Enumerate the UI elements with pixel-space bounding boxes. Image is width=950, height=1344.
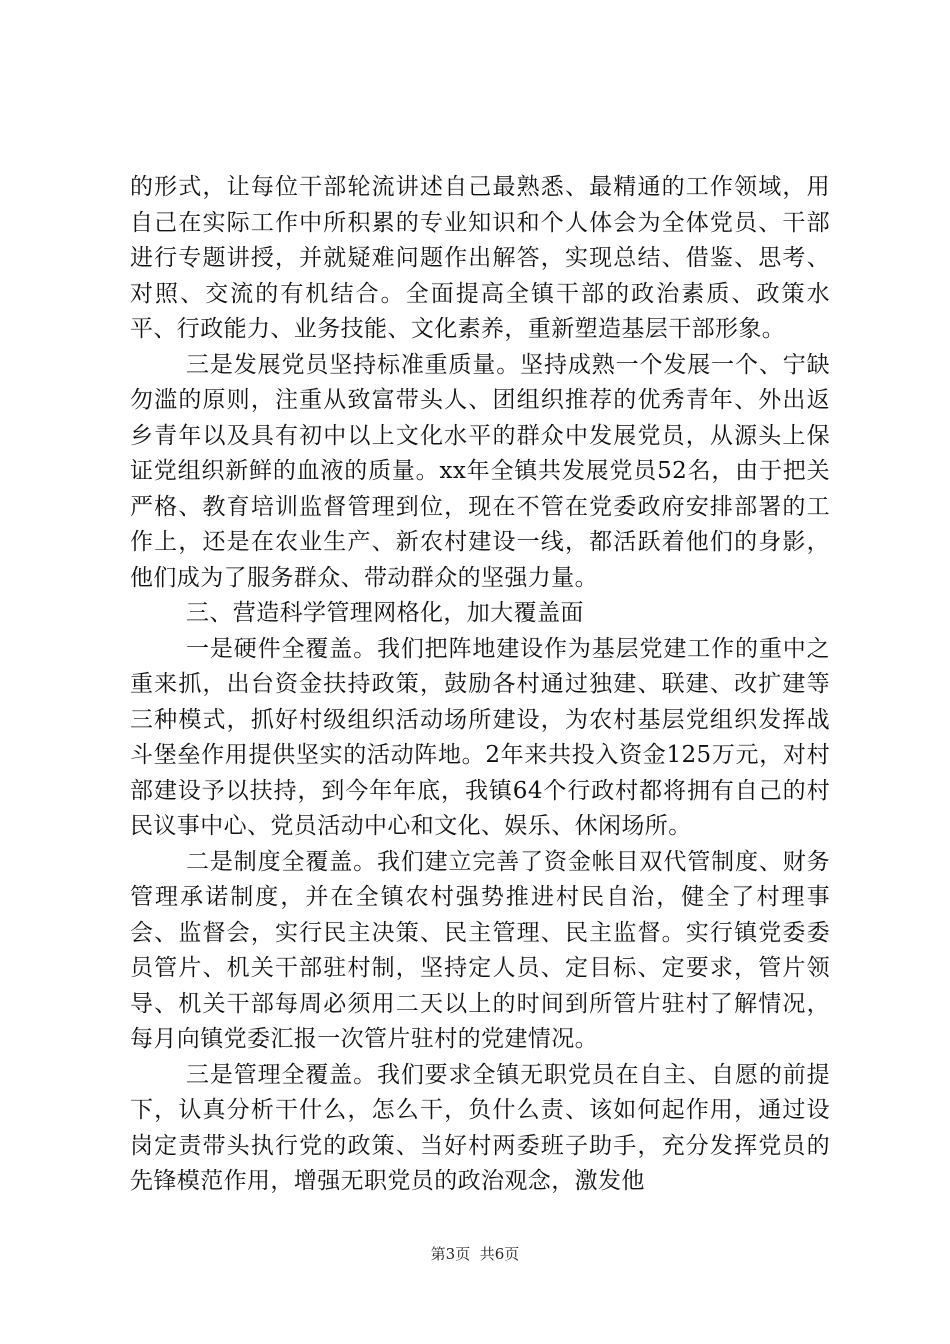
page-total: 共6页 xyxy=(479,1245,520,1263)
paragraph-5: 二是制度全覆盖。我们建立完善了资金帐目双代管制度、财务管理承诺制度，并在全镇农村强势推进村民自治，健全了村理事会、监督会，实行民主决策、民主管理、民主监督。实行镇党委委员管片、机关干部驻村制，坚持定人员、定目标、定要求，管片领导、机关干部每周必须用二天以上的时间到所管片驻村了解情况，每月向镇党委汇报一次管片驻村的党建情况。 xyxy=(130,848,830,1052)
paragraph-2: 三是发展党员坚持标准重质量。坚持成熟一个发展一个、宁缺勿滥的原则，注重从致富带头人、团组织推荐的优秀青年、外出返乡青年以及具有初中以上文化水平的群众中发展党员，从源头上保证党组织新鲜的血液的质量。xx年全镇共发展党员52名，由于把关严格、教育培训监督管理到位，现在不管在党委政府安排部署的工作上，还是在农业生产、新农村建设一线，都活跃着他们的身影，他们成为了服务群众、带动群众的坚强力量。 xyxy=(130,351,830,591)
paragraph-4: 一是硬件全覆盖。我们把阵地建设作为基层党建工作的重中之重来抓，出台资金扶持政策，鼓励各村通过独建、联建、改扩建等三种模式，抓好村级组织活动场所建设，为农村基层党组织发挥战斗堡垒作用提供坚实的活动阵地。2年来共投入资金125万元，对村部建设予以扶持，到今年年底，我镇64个行政村都将拥有自己的村民议事中心、党员活动中心和文化、娱乐、休闲场所。 xyxy=(130,635,830,839)
page-footer xyxy=(0,1243,950,1264)
paragraph-6: 三是管理全覆盖。我们要求全镇无职党员在自主、自愿的前提下，认真分析干什么，怎么干，负什么责、该如何起作用，通过设岗定责带头执行党的政策、当好村两委班子助手，充分发挥党员的先锋模范作用，增强无职党员的政治观念，激发他 xyxy=(130,1061,830,1194)
paragraph-1: 的形式，让每位干部轮流讲述自己最熟悉、最精通的工作领域，用自己在实际工作中所积累的专业知识和个人体会为全体党员、干部进行专题讲授，并就疑难问题作出解答，实现总结、借鉴、思考、对照、交流的有机结合。全面提高全镇干部的政治素质、政策水平、行政能力、业务技能、文化素养，重新塑造基层干部形象。 xyxy=(130,174,830,342)
document-body xyxy=(130,170,830,1200)
section-heading: 三、营造科学管理网格化，加大覆盖面 xyxy=(186,600,584,626)
page-number: 第3页 xyxy=(430,1245,471,1263)
